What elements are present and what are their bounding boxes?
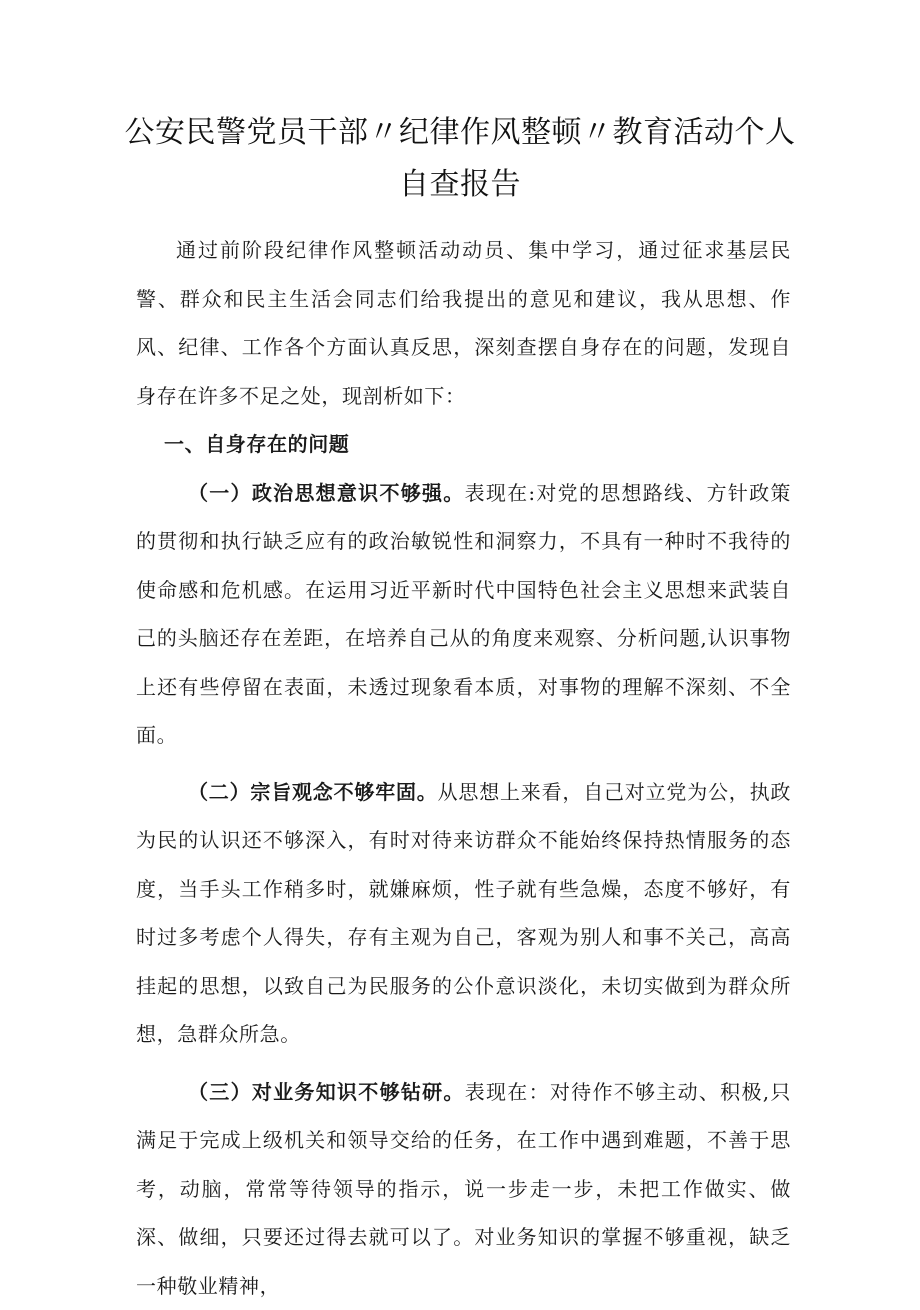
list-item	[136, 1068, 791, 1310]
item-lead: （一）政治思想意识不够强。	[188, 481, 465, 505]
list-item	[136, 469, 791, 760]
section-heading: 一、自身存在的问题	[136, 420, 791, 469]
item-text: 从思想上来看，自己对立党为公，执政为民的认识还不够深入，有时对待来访群众不能始终保持热情服务的态度，当手头工作稍多时，就嫌麻烦，性子就有些急燥，态度不够好，有时过多考虑个人得失，存有主观为自己，客观为别人和事不关己，高高挂起的思想，以致自己为民服务的公仆意识淡化，未切实做到为群众所想，急群众所急。	[136, 780, 791, 1047]
item-lead: （三）对业务知识不够钻研。	[188, 1080, 465, 1104]
list-item	[136, 768, 791, 1059]
item-lead: （二）宗旨观念不够牢固。	[188, 780, 438, 804]
intro-paragraph: 通过前阶段纪律作风整顿活动动员、集中学习，通过征求基层民警、群众和民主生活会同志们给我提出的意见和建议，我从思想、作风、纪律、工作各个方面认真反思，深刻查摆自身存在的问题，发现自身存在许多不足之处，现剖析如下：	[136, 226, 791, 420]
item-text: 表现在：对待作不够主动、积极,只满足于完成上级机关和领导交给的任务，在工作中遇到难题，不善于思考，动脑，常常等待领导的指示，说一步走一步，未把工作做实、做深、做细，只要还过得去就可以了。对业务知识的掌握不够重视，缺乏一种敬业精神，	[136, 1080, 791, 1298]
document-body	[136, 226, 791, 1310]
item-text: 表现在:对党的思想路线、方针政策的贯彻和执行缺乏应有的政治敏锐性和洞察力，不具有一种时不我待的使命感和危机感。在运用习近平新时代中国特色社会主义思想来武装自己的头脑还存在差距，在培养自己从的角度来观察、分析问题,认识事物上还有些停留在表面，未透过现象看本质，对事物的理解不深刻、不全面。	[136, 481, 791, 748]
document-title: 公安民警党员干部〃纪律作风整顿〃教育活动个人自查报告	[120, 107, 800, 211]
